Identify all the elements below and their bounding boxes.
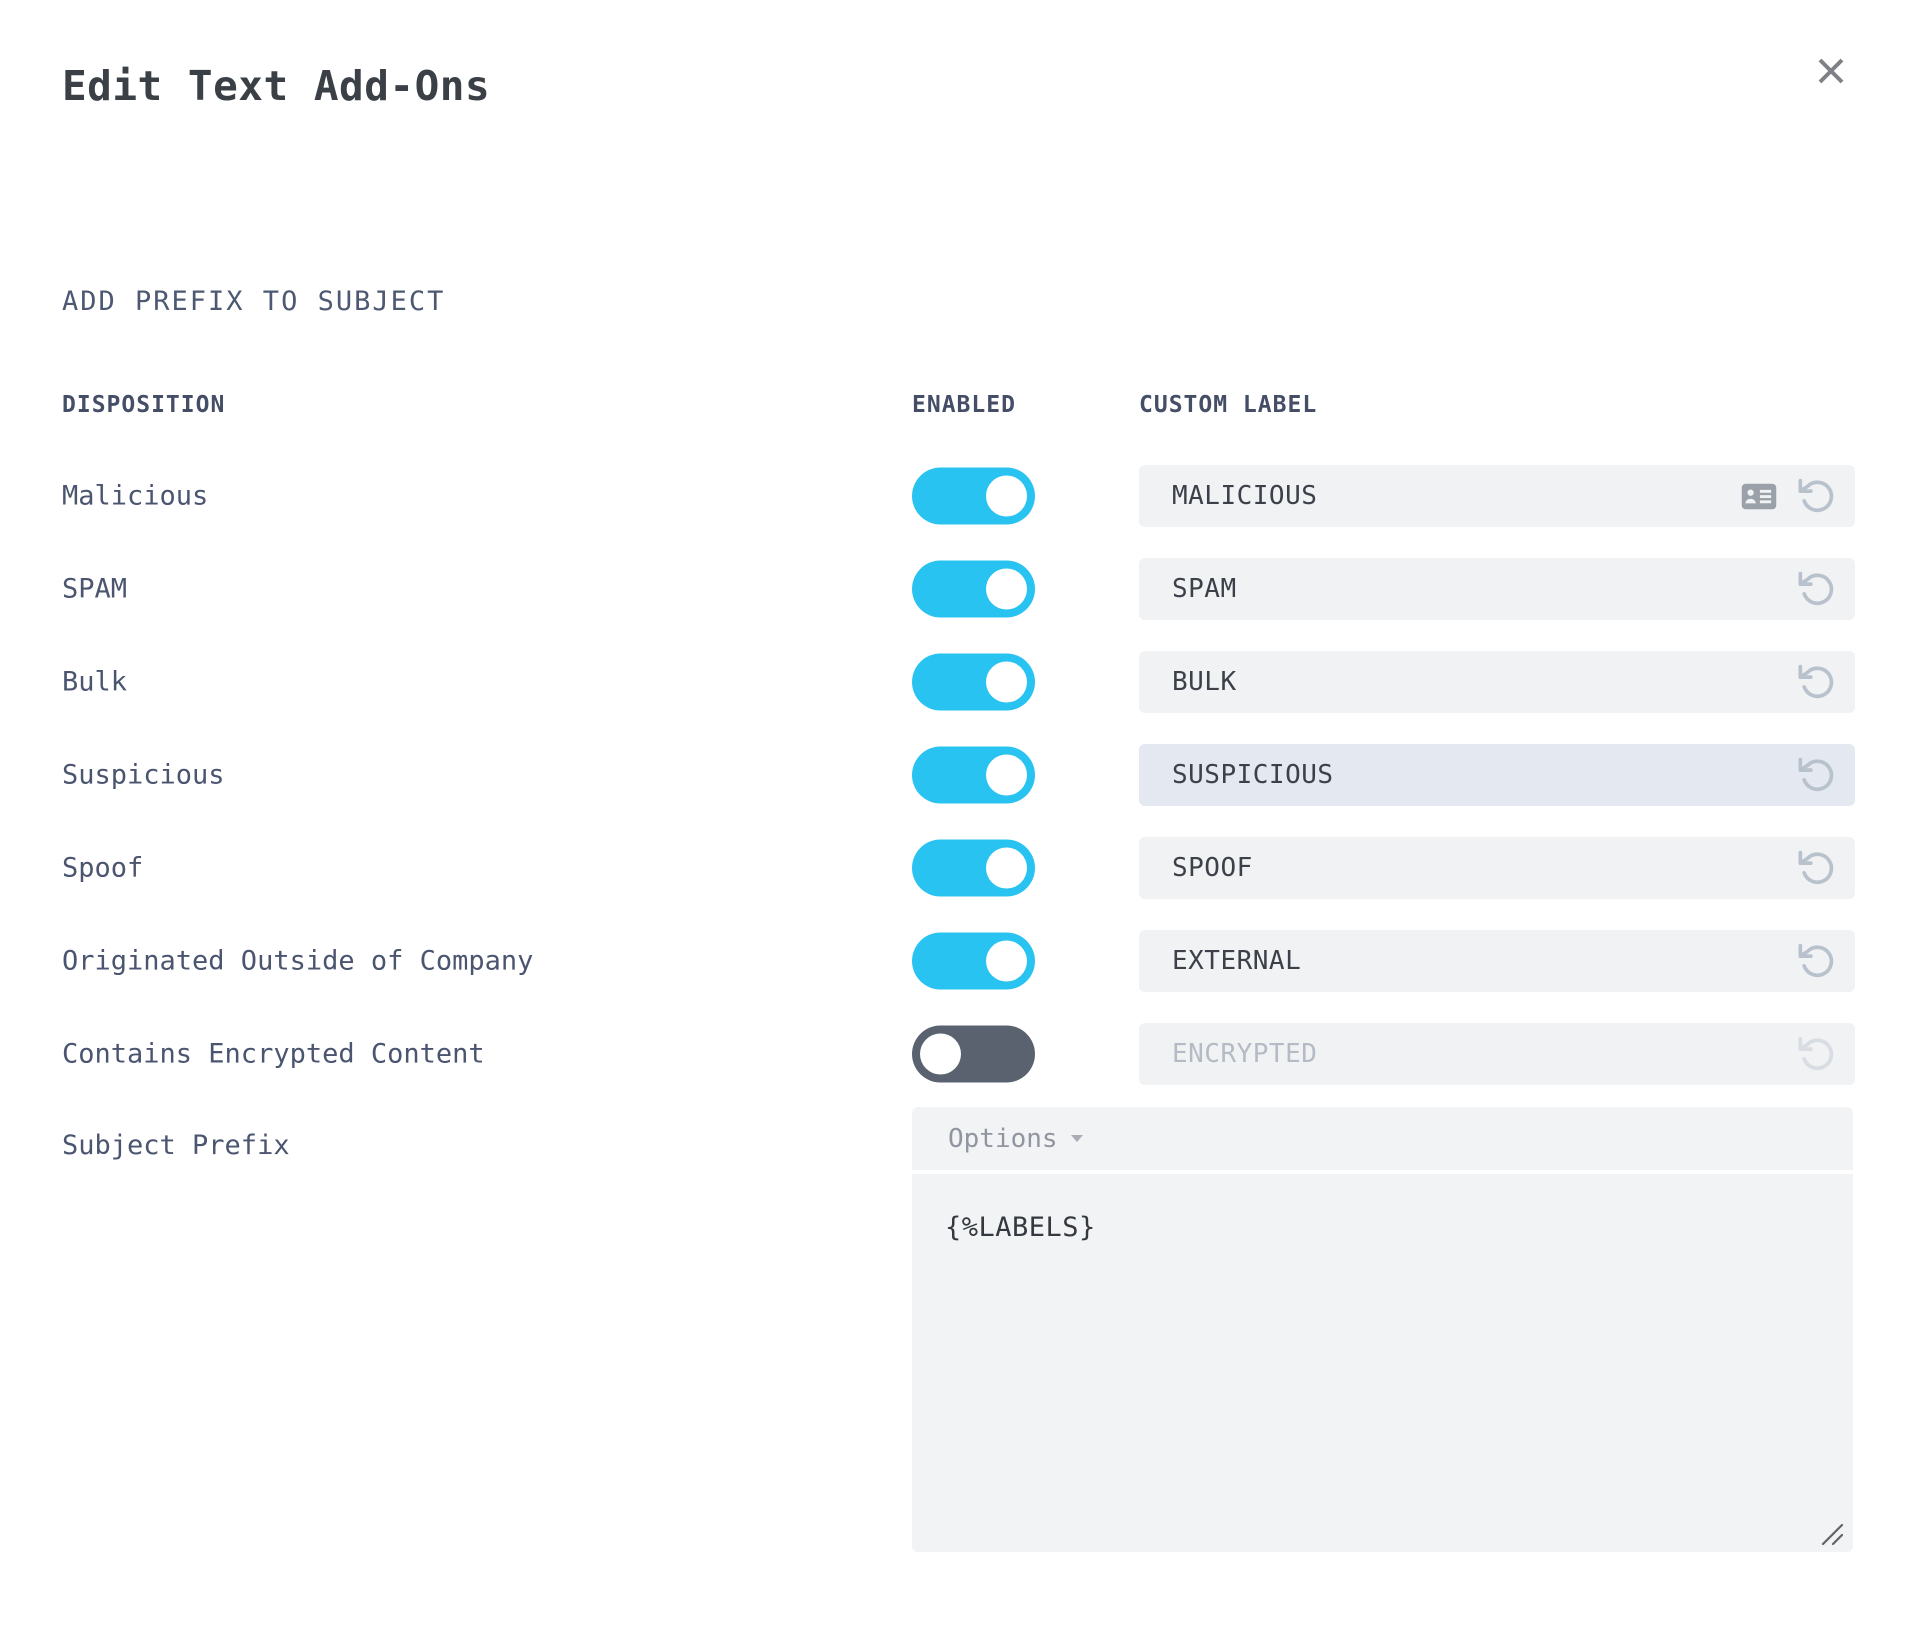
contact-card-icon[interactable]	[1741, 483, 1777, 510]
close-button[interactable]	[1808, 48, 1854, 94]
enabled-toggle[interactable]	[912, 468, 1035, 525]
enabled-toggle[interactable]	[912, 654, 1035, 711]
enabled-toggle[interactable]	[912, 561, 1035, 618]
toggle-knob	[986, 848, 1027, 889]
disposition-label: Malicious	[62, 480, 209, 512]
custom-label-field	[1139, 1023, 1855, 1085]
subject-prefix-label: Subject Prefix	[62, 1130, 290, 1161]
addon-row	[0, 837, 1908, 899]
custom-label-input	[1172, 1039, 1777, 1069]
disposition-label: SPAM	[62, 573, 128, 605]
addon-row	[0, 558, 1908, 620]
custom-label-input[interactable]	[1172, 760, 1777, 790]
options-dropdown-label: Options	[948, 1123, 1058, 1154]
column-header-enabled: ENABLED	[912, 392, 1016, 418]
resize-handle-icon[interactable]	[1816, 1518, 1846, 1548]
section-title: ADD PREFIX TO SUBJECT	[62, 286, 446, 317]
reset-icon[interactable]	[1793, 754, 1835, 796]
custom-label-field	[1139, 930, 1855, 992]
page-title: Edit Text Add-Ons	[62, 62, 491, 110]
enabled-toggle[interactable]	[912, 933, 1035, 990]
disposition-label: Bulk	[62, 666, 128, 698]
custom-label-field	[1139, 837, 1855, 899]
reset-icon	[1793, 1033, 1835, 1075]
addon-row	[0, 744, 1908, 806]
reset-icon[interactable]	[1793, 661, 1835, 703]
custom-label-input[interactable]	[1172, 574, 1777, 604]
custom-label-field	[1139, 744, 1855, 806]
custom-label-field	[1139, 651, 1855, 713]
toggle-knob	[986, 941, 1027, 982]
toggle-knob	[986, 476, 1027, 517]
addon-row	[0, 651, 1908, 713]
addon-row	[0, 1023, 1908, 1085]
column-header-custom-label: CUSTOM LABEL	[1139, 392, 1318, 418]
toggle-knob	[920, 1034, 961, 1075]
custom-label-input[interactable]	[1172, 481, 1725, 511]
reset-icon[interactable]	[1793, 568, 1835, 610]
options-dropdown[interactable]	[912, 1107, 1853, 1170]
custom-label-field	[1139, 558, 1855, 620]
addon-row	[0, 930, 1908, 992]
column-header-disposition: DISPOSITION	[62, 392, 226, 418]
enabled-toggle[interactable]	[912, 747, 1035, 804]
custom-label-input[interactable]	[1172, 667, 1777, 697]
toggle-knob	[986, 662, 1027, 703]
toggle-knob	[986, 569, 1027, 610]
addon-row	[0, 465, 1908, 527]
chevron-down-icon	[1070, 1134, 1084, 1143]
disposition-label: Contains Encrypted Content	[62, 1038, 485, 1070]
disposition-label: Spoof	[62, 852, 144, 884]
enabled-toggle[interactable]	[912, 1026, 1035, 1083]
disposition-label: Originated Outside of Company	[62, 945, 534, 977]
reset-icon[interactable]	[1793, 475, 1835, 517]
reset-icon[interactable]	[1793, 847, 1835, 889]
custom-label-input[interactable]	[1172, 853, 1777, 883]
reset-icon[interactable]	[1793, 940, 1835, 982]
disposition-label: Suspicious	[62, 759, 225, 791]
custom-label-field	[1139, 465, 1855, 527]
toggle-knob	[986, 755, 1027, 796]
enabled-toggle[interactable]	[912, 840, 1035, 897]
custom-label-input[interactable]	[1172, 946, 1777, 976]
close-icon	[1812, 52, 1850, 90]
subject-prefix-textarea[interactable]	[912, 1174, 1853, 1552]
